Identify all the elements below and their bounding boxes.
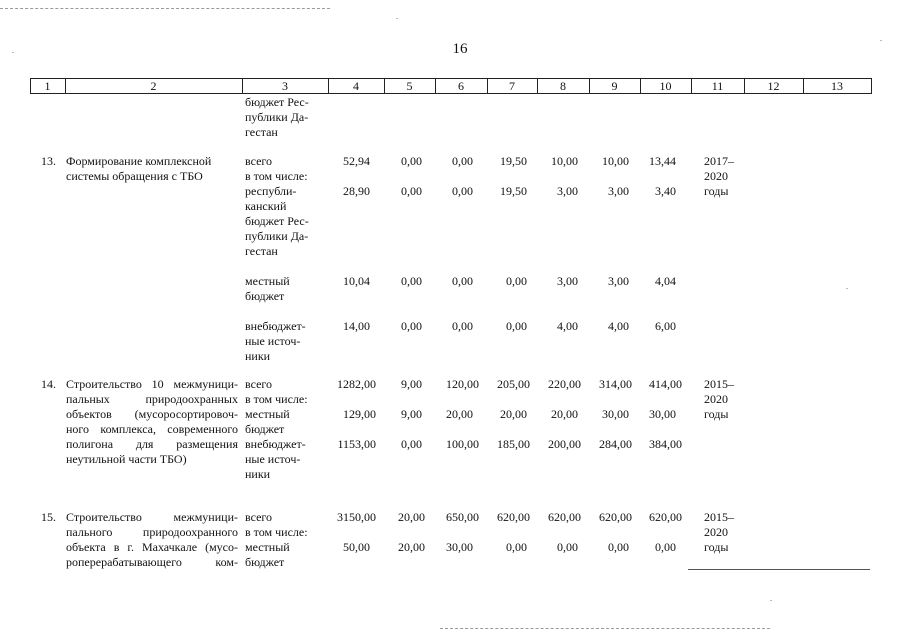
funding-source-line: всего	[245, 377, 273, 391]
value-cell: 9,00	[401, 407, 422, 421]
column-header: 6	[458, 79, 464, 93]
value-cell: 20,00	[398, 540, 425, 554]
funding-source-label	[245, 407, 325, 437]
value-cell: 0,00	[401, 184, 422, 198]
funding-source-line: ники	[245, 349, 271, 363]
funding-source-line: бюджет	[245, 555, 285, 569]
column-header: 1	[44, 79, 51, 93]
value-cell: 0,00	[557, 540, 578, 554]
activity-name-line: роперерабатывающего ком-	[66, 555, 238, 569]
funding-source-line: всего	[245, 154, 273, 168]
value-cell: 0,00	[506, 274, 527, 288]
value-cell: 0,00	[401, 154, 422, 168]
period	[704, 377, 740, 422]
activity-name-line: системы обращения с ТБО	[66, 169, 203, 183]
column-header: 3	[282, 79, 288, 93]
funding-source-line: в том числе:	[245, 392, 308, 406]
period-line: 2017–	[704, 154, 734, 168]
column-header: 11	[711, 79, 724, 93]
funding-source-line: бюджет	[245, 289, 285, 303]
value-cell: 4,00	[557, 319, 578, 333]
period	[704, 510, 740, 555]
value-cell: 1282,00	[337, 377, 376, 391]
value-cell: 3,00	[557, 184, 578, 198]
period	[704, 154, 740, 199]
scan-speck	[770, 600, 772, 601]
value-cell: 620,00	[548, 510, 581, 524]
funding-source-label: бюджет Рес-	[245, 95, 309, 109]
funding-source-line: ники	[245, 467, 271, 481]
value-cell: 14,00	[343, 319, 370, 333]
row-number: 13.	[41, 154, 56, 168]
funding-source-label	[245, 274, 325, 304]
value-cell: 52,94	[343, 154, 370, 168]
period-line: 2020	[704, 169, 728, 183]
value-cell: 3150,00	[337, 510, 376, 524]
column-header: 13	[831, 79, 843, 93]
funding-source-label	[245, 154, 325, 184]
activity-name-line: полигона для размещения	[66, 437, 238, 451]
funding-source-label	[245, 319, 325, 364]
activity-name-line: объектов (мусоросортировоч-	[66, 407, 238, 421]
value-cell: 3,00	[608, 274, 629, 288]
value-cell: 220,00	[548, 377, 581, 391]
value-cell: 3,40	[655, 184, 676, 198]
funding-source-line: республи-	[245, 184, 297, 198]
value-cell: 620,00	[649, 510, 682, 524]
activity-name-line: Формирование комплексной	[66, 154, 212, 168]
column-header: 2	[150, 79, 157, 93]
scan-speck	[12, 52, 14, 53]
scan-artifact-line	[440, 628, 770, 629]
column-header: 8	[560, 79, 566, 93]
value-cell: 20,00	[446, 407, 473, 421]
value-cell: 9,00	[401, 377, 422, 391]
funding-source-line: местный	[245, 407, 290, 421]
page-number: 16	[452, 41, 468, 57]
funding-source-label	[245, 184, 325, 259]
value-cell: 19,50	[500, 184, 527, 198]
value-cell: 13,44	[649, 154, 676, 168]
activity-name	[66, 510, 238, 570]
funding-source-line: бюджет	[245, 422, 285, 436]
value-cell: 20,00	[551, 407, 578, 421]
value-cell: 0,00	[608, 540, 629, 554]
value-cell: 620,00	[599, 510, 632, 524]
value-cell: 50,00	[343, 540, 370, 554]
funding-source-line: публики Да-	[245, 229, 309, 243]
activity-name-line: Строительство межмуници-	[66, 510, 238, 524]
value-cell: 0,00	[452, 319, 473, 333]
funding-source-line: в том числе:	[245, 169, 308, 183]
funding-source-line: местный	[245, 540, 290, 554]
funding-source-line: внебюджет-	[245, 437, 306, 451]
activity-name-line: неутильной части ТБО)	[66, 452, 187, 466]
value-cell: 620,00	[497, 510, 530, 524]
funding-source-line: бюджет Рес-	[245, 214, 309, 228]
funding-source-line: местный	[245, 274, 290, 288]
value-cell: 3,00	[608, 184, 629, 198]
scan-artifact-line	[0, 8, 330, 9]
column-header: 7	[509, 79, 515, 93]
activity-name-line: ного комплекса, современного	[66, 422, 238, 436]
value-cell: 205,00	[497, 377, 530, 391]
period-line: 2020	[704, 392, 728, 406]
scan-artifact-line	[688, 569, 870, 570]
period-line: 2020	[704, 525, 728, 539]
funding-source-label	[245, 540, 325, 570]
column-header: 9	[611, 79, 618, 93]
value-cell: 185,00	[497, 437, 530, 451]
value-cell: 284,00	[599, 437, 632, 451]
value-cell: 3,00	[557, 274, 578, 288]
scan-speck	[880, 40, 882, 41]
value-cell: 30,00	[649, 407, 676, 421]
funding-source-line: канский	[245, 199, 287, 213]
value-cell: 200,00	[548, 437, 581, 451]
value-cell: 6,00	[655, 319, 676, 333]
value-cell: 0,00	[401, 437, 422, 451]
value-cell: 0,00	[506, 540, 527, 554]
value-cell: 30,00	[446, 540, 473, 554]
funding-source-line: внебюджет-	[245, 319, 306, 333]
value-cell: 30,00	[602, 407, 629, 421]
funding-source-label: гестан	[245, 125, 278, 139]
column-header: 5	[406, 79, 413, 93]
value-cell: 1153,00	[337, 437, 376, 451]
funding-source-line: в том числе:	[245, 525, 308, 539]
funding-source-line: ные источ-	[245, 452, 301, 466]
value-cell: 0,00	[655, 540, 676, 554]
value-cell: 20,00	[398, 510, 425, 524]
period-line: 2015–	[704, 510, 734, 524]
activity-name-line: пальных природоохранных	[66, 392, 238, 406]
period-line: 2015–	[704, 377, 734, 391]
value-cell: 650,00	[446, 510, 479, 524]
row-number: 15.	[41, 510, 56, 524]
value-cell: 28,90	[343, 184, 370, 198]
funding-source-line: всего	[245, 510, 273, 524]
scan-speck	[396, 18, 398, 19]
funding-source-line: ные источ-	[245, 334, 301, 348]
value-cell: 10,00	[602, 154, 629, 168]
value-cell: 4,00	[608, 319, 629, 333]
value-cell: 129,00	[343, 407, 376, 421]
row-number: 14.	[41, 377, 56, 391]
value-cell: 19,50	[500, 154, 527, 168]
period-line: годы	[704, 184, 729, 198]
column-header: 12	[767, 79, 780, 93]
value-cell: 0,00	[401, 319, 422, 333]
funding-source-line: гестан	[245, 244, 278, 258]
activity-name-line: объекта в г. Махачкале (мусо-	[66, 540, 238, 554]
funding-source-label	[245, 377, 325, 407]
funding-source-label: публики Да-	[245, 110, 309, 124]
activity-name-line: Строительство 10 межмуници-	[66, 377, 238, 391]
funding-source-label	[245, 510, 325, 540]
activity-name	[66, 377, 238, 467]
period-line: годы	[704, 407, 729, 421]
value-cell: 0,00	[452, 274, 473, 288]
header-cell-border	[871, 78, 872, 94]
value-cell: 384,00	[649, 437, 682, 451]
value-cell: 0,00	[401, 274, 422, 288]
header-bottom-border	[30, 93, 872, 94]
value-cell: 20,00	[500, 407, 527, 421]
value-cell: 0,00	[506, 319, 527, 333]
value-cell: 314,00	[599, 377, 632, 391]
value-cell: 100,00	[446, 437, 479, 451]
column-header: 10	[659, 79, 672, 93]
value-cell: 4,04	[655, 274, 676, 288]
value-cell: 0,00	[452, 184, 473, 198]
scan-speck	[846, 288, 848, 289]
value-cell: 0,00	[452, 154, 473, 168]
activity-name	[66, 154, 238, 184]
value-cell: 120,00	[446, 377, 479, 391]
value-cell: 10,00	[551, 154, 578, 168]
value-cell: 414,00	[649, 377, 682, 391]
period-line: годы	[704, 540, 729, 554]
value-cell: 10,04	[343, 274, 370, 288]
column-header: 4	[353, 79, 359, 93]
funding-source-label	[245, 437, 325, 482]
activity-name-line: пального природоохранного	[66, 525, 238, 539]
